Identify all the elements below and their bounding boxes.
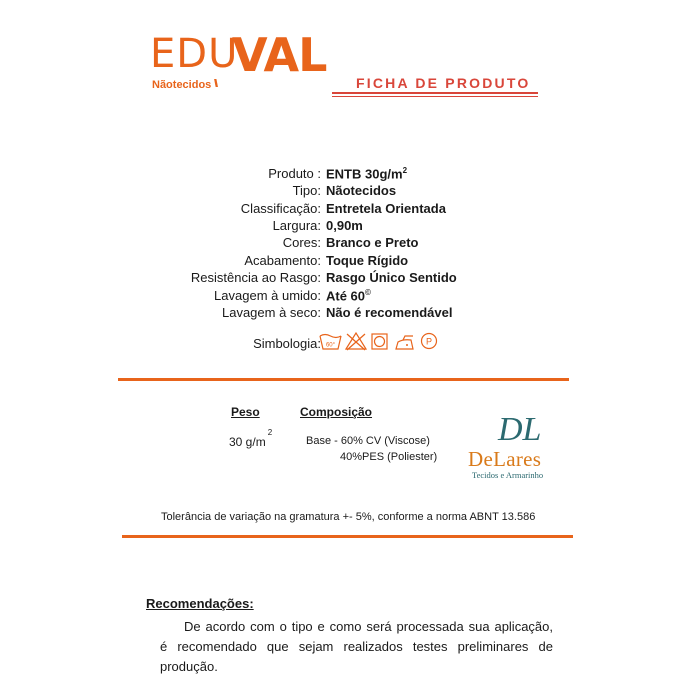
partner-monogram xyxy=(490,405,542,449)
page-title: FICHA DE PRODUTO xyxy=(356,75,531,91)
peso-value: 30 $g/m^2$ xyxy=(229,428,273,449)
recommendations-title: Recomendações: xyxy=(146,596,254,611)
spec-value-tipo: Nãotecidos xyxy=(326,183,397,198)
spec-value-cores: Branco e Preto xyxy=(326,235,419,250)
partner-subtitle: Tecidos e Armarinho xyxy=(472,470,544,480)
dry-clean-p-icon xyxy=(422,334,437,349)
composition-line-2: 40%PES (Poliester) xyxy=(340,451,438,463)
spec-value-lavagem-seco: Não é recomendável xyxy=(326,305,453,320)
logo-slashes: \\ xyxy=(214,78,217,90)
logo-val: VAL xyxy=(232,28,327,82)
spec-value-lavagem-umido: Até 60© xyxy=(326,288,371,304)
spec-value-largura: 0,90m xyxy=(326,218,363,233)
partner-name: DeLares xyxy=(468,447,542,471)
spec-label-resistencia: Resistência ao Rasgo: xyxy=(190,270,321,285)
recommendations-body: De acordo com o tipo e como será processada sua aplicação, é recomendado que sejam realizados testes preliminares de produção. xyxy=(160,619,553,674)
section-divider-top xyxy=(118,378,569,381)
spec-label-cores: Cores: xyxy=(282,235,321,250)
dry-clean-letter: P xyxy=(425,336,433,347)
title-underline-thin xyxy=(332,96,538,97)
wash-temp-label: 60° xyxy=(325,342,336,349)
spec-label-classificacao: Classificação: xyxy=(240,201,321,216)
spec-value-classificacao: Entretela Orientada xyxy=(326,201,446,216)
tolerance-note: Tolerância de variação na gramatura +- 5%, conforme a norma ABNT 13.586 xyxy=(161,511,536,523)
composition-line-1: Base - 60% CV (Viscose) xyxy=(306,435,430,447)
iron-icon xyxy=(396,336,413,349)
spec-label-lavagem-seco: Lavagem à seco: xyxy=(221,305,321,320)
spec-label-largura: Largura: xyxy=(272,218,321,233)
spec-label-produto: Produto : xyxy=(268,166,321,181)
logo-subtitle: Nãotecidos xyxy=(152,79,212,91)
tumble-dry-icon xyxy=(372,334,387,349)
spec-label-lavagem-umido: Lavagem à umido: xyxy=(214,288,321,303)
spec-value-resistencia: Rasgo Único Sentido xyxy=(326,270,457,285)
partner-monogram-text: DL xyxy=(498,411,542,448)
composicao-header: Composição xyxy=(300,405,373,419)
no-bleach-icon xyxy=(346,333,366,350)
wash-60-icon xyxy=(320,335,341,350)
spec-label-tipo: Tipo: xyxy=(292,183,321,198)
spec-value-acabamento: Toque Rígido xyxy=(326,253,409,268)
section-divider-bottom xyxy=(122,535,573,538)
spec-label-acabamento: Acabamento: xyxy=(244,253,321,268)
care-symbols xyxy=(319,330,444,354)
simbologia-label: Simbologia: xyxy=(253,336,321,351)
spec-value-produto: ENTB $30g/m^2$ xyxy=(326,166,408,182)
logo-edu: EDU xyxy=(150,31,239,77)
title-underline xyxy=(332,92,538,94)
peso-header: Peso xyxy=(231,405,260,419)
